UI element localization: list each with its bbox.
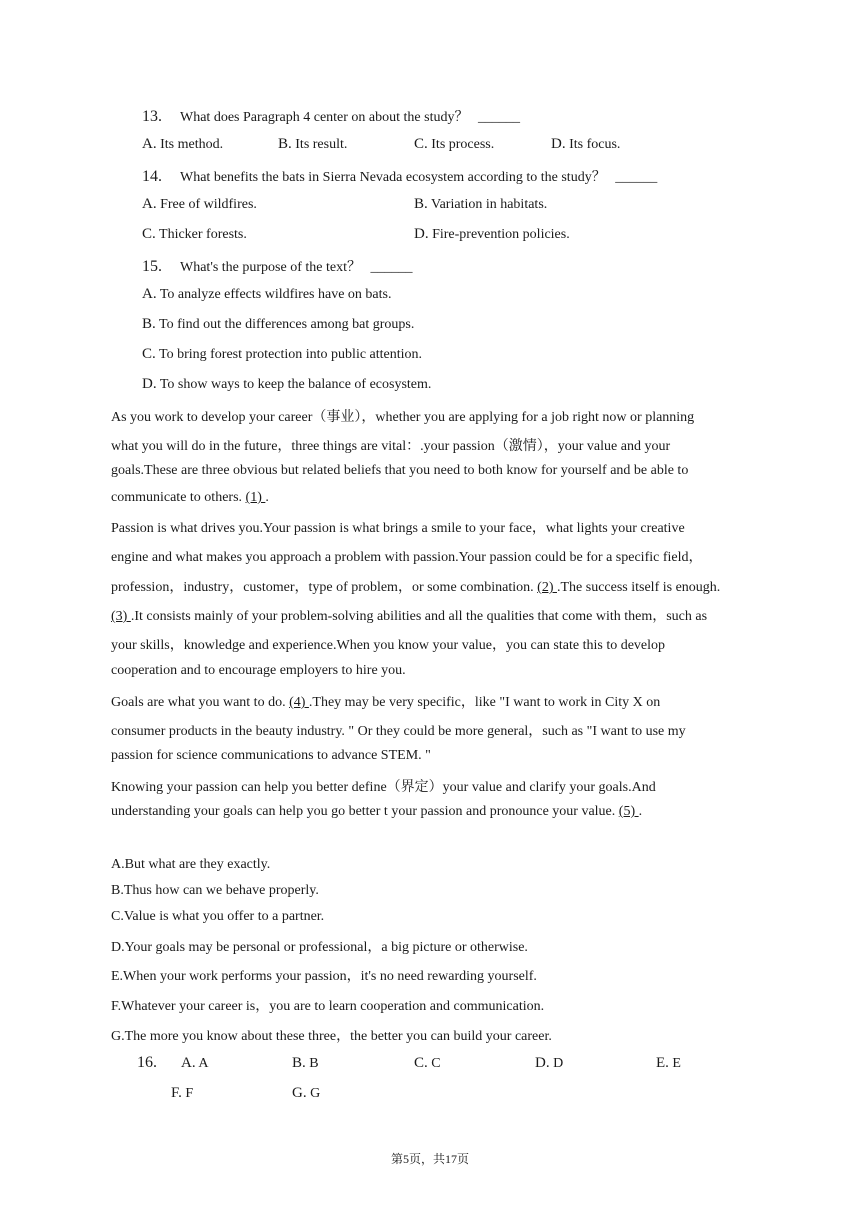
option-14-a: A. Free of wildfires. bbox=[142, 196, 257, 212]
option-16-g: G. G bbox=[292, 1085, 321, 1101]
answer-choice-d: D.Your goals may be personal or professional，a big picture or otherwise. bbox=[111, 940, 528, 955]
question-13 bbox=[142, 106, 520, 126]
passage-line: Passion is what drives you.Your passion is what brings a smile to your face，what lights your creative bbox=[111, 521, 685, 536]
question-number: 14. bbox=[142, 168, 162, 185]
passage-line: profession，industry，customer，type of problem，or some combination. (2) .The success itself is enough. bbox=[111, 580, 721, 595]
passage-line: consumer products in the beauty industry. " Or they could be more general，such as "I want to use my bbox=[111, 724, 686, 739]
option-15-d: D. To show ways to keep the balance of ecosystem. bbox=[142, 376, 432, 392]
option-14-d: D. Fire-prevention policies. bbox=[414, 226, 570, 242]
blank-4: (4) bbox=[289, 695, 309, 710]
passage-line: cooperation and to encourage employers to hire you. bbox=[111, 663, 406, 678]
option-15-c: C. To bring forest protection into public attention. bbox=[142, 346, 423, 362]
answer-choice-c: C.Value is what you offer to a partner. bbox=[111, 909, 325, 924]
passage-line: passion for science communications to advance STEM. " bbox=[111, 748, 431, 763]
option-14-c: C. Thicker forests. bbox=[142, 226, 247, 242]
question-14 bbox=[142, 166, 657, 186]
question-number: 15. bbox=[142, 258, 162, 275]
option-16-c: C. C bbox=[414, 1055, 441, 1071]
option-14-b: B. Variation in habitats. bbox=[414, 196, 548, 212]
question-text: What benefits the bats in Sierra Nevada ecosystem according to the study？ bbox=[180, 170, 606, 185]
answer-choice-g: G.The more you know about these three，the better you can build your career. bbox=[111, 1029, 552, 1044]
option-16-a: A. A bbox=[181, 1055, 209, 1071]
passage-line: Knowing your passion can help you better define（界定）your value and clarify your goals.And bbox=[111, 780, 656, 795]
question-16-number: 16. bbox=[137, 1054, 157, 1071]
question-number: 13. bbox=[142, 108, 162, 125]
question-text: What's the purpose of the text？ bbox=[180, 260, 361, 275]
option-13-b: B. Its result. bbox=[278, 136, 348, 152]
option-13-c: C. Its process. bbox=[414, 136, 495, 152]
question-15 bbox=[142, 256, 412, 276]
page-number-footer: 第5页，共17页 bbox=[390, 1152, 469, 1166]
option-15-b: B. To find out the differences among bat groups. bbox=[142, 316, 415, 332]
passage-line: Goals are what you want to do. (4) .They may be very specific，like "I want to work in City X on bbox=[111, 695, 661, 710]
blank-2: (2) bbox=[537, 580, 557, 595]
passage-line: (3) .It consists mainly of your problem-solving abilities and all the qualities that come with them，such as bbox=[111, 609, 708, 624]
option-13-a: A. Its method. bbox=[142, 136, 224, 152]
answer-choice-a: A.But what are they exactly. bbox=[111, 857, 271, 872]
blank-3: (3) bbox=[111, 609, 131, 624]
option-16-f: F. F bbox=[171, 1085, 194, 1101]
passage-line: As you work to develop your career（事业），whether you are applying for a job right now or planning bbox=[111, 410, 695, 425]
option-16-b: B. B bbox=[292, 1055, 319, 1071]
answer-blank: ______ bbox=[615, 170, 658, 185]
answer-choice-f: F.Whatever your career is，you are to learn cooperation and communication. bbox=[111, 999, 545, 1014]
option-15-a: A. To analyze effects wildfires have on bats. bbox=[142, 286, 392, 302]
passage-line: communicate to others. (1) . bbox=[111, 490, 269, 505]
answer-choice-b: B.Thus how can we behave properly. bbox=[111, 883, 319, 898]
blank-1: (1) bbox=[245, 490, 266, 505]
passage-line: goals.These are three obvious but related beliefs that you need to both know for yourself and be able to bbox=[111, 463, 689, 478]
option-16-d: D. D bbox=[535, 1055, 564, 1071]
passage-line: engine and what makes you approach a problem with passion.Your passion could be for a specific field， bbox=[111, 550, 703, 565]
question-text: What does Paragraph 4 center on about the study？ bbox=[180, 110, 469, 125]
passage-line: what you will do in the future，three things are vital：.your passion（激情），your value and your bbox=[111, 439, 671, 454]
passage-line: your skills，knowledge and experience.When you know your value，you can state this to develop bbox=[111, 638, 666, 653]
option-16-e: E. E bbox=[656, 1055, 681, 1071]
answer-choice-e: E.When your work performs your passion，it's no need rewarding yourself. bbox=[111, 969, 537, 984]
answer-blank: ______ bbox=[477, 110, 520, 125]
passage-line: understanding your goals can help you go better t your passion and pronounce your value. (5) . bbox=[111, 804, 643, 819]
option-13-d: D. Its focus. bbox=[551, 136, 621, 152]
blank-5: (5) bbox=[618, 804, 639, 819]
answer-blank: ______ bbox=[370, 260, 413, 275]
